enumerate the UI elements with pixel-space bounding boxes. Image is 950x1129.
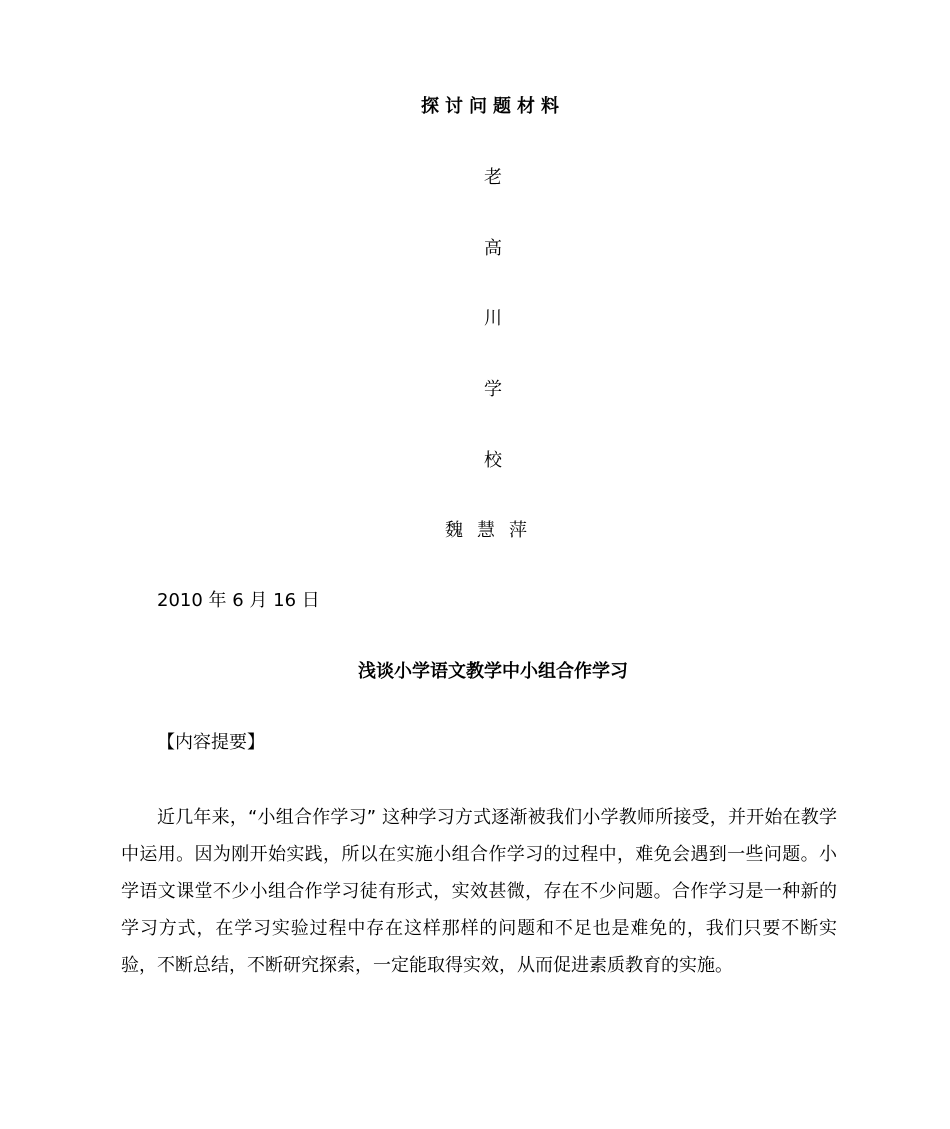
school-name-char: 校 (484, 450, 502, 471)
school-name-char: 老 (484, 167, 502, 188)
school-name-char: 川 (484, 308, 502, 329)
school-name-char: 高 (484, 238, 502, 259)
essay-title: 浅谈小学语文教学中小组合作学习 (358, 661, 628, 682)
abstract-paragraph: 近几年来，“小组合作学习” 这种学习方式逐渐被我们小学教师所接受，并开始在教学中运用。因为刚开始实践，所以在实施小组合作学习的过程中，难免会遇到一些问题。小学语文课堂不少小组合作学习徒有形式，实效甚微，存在不少问题。合作学习是一种新的学习方式，在学习实验过程中存在这样那样的问题和不足也是难免的，我们只要不断实验，不断总结，不断研究探索，一定能取得实效，从而促进素质教育的实施。 (121, 807, 837, 976)
author-name: 魏慧萍 (445, 520, 541, 541)
cover-title: 探讨问题材料 (421, 96, 565, 117)
abstract-label: 【内容提要】 (157, 732, 265, 753)
school-name-char: 学 (484, 379, 502, 400)
document-date: 2010 年 6 月 16 日 (157, 590, 320, 611)
